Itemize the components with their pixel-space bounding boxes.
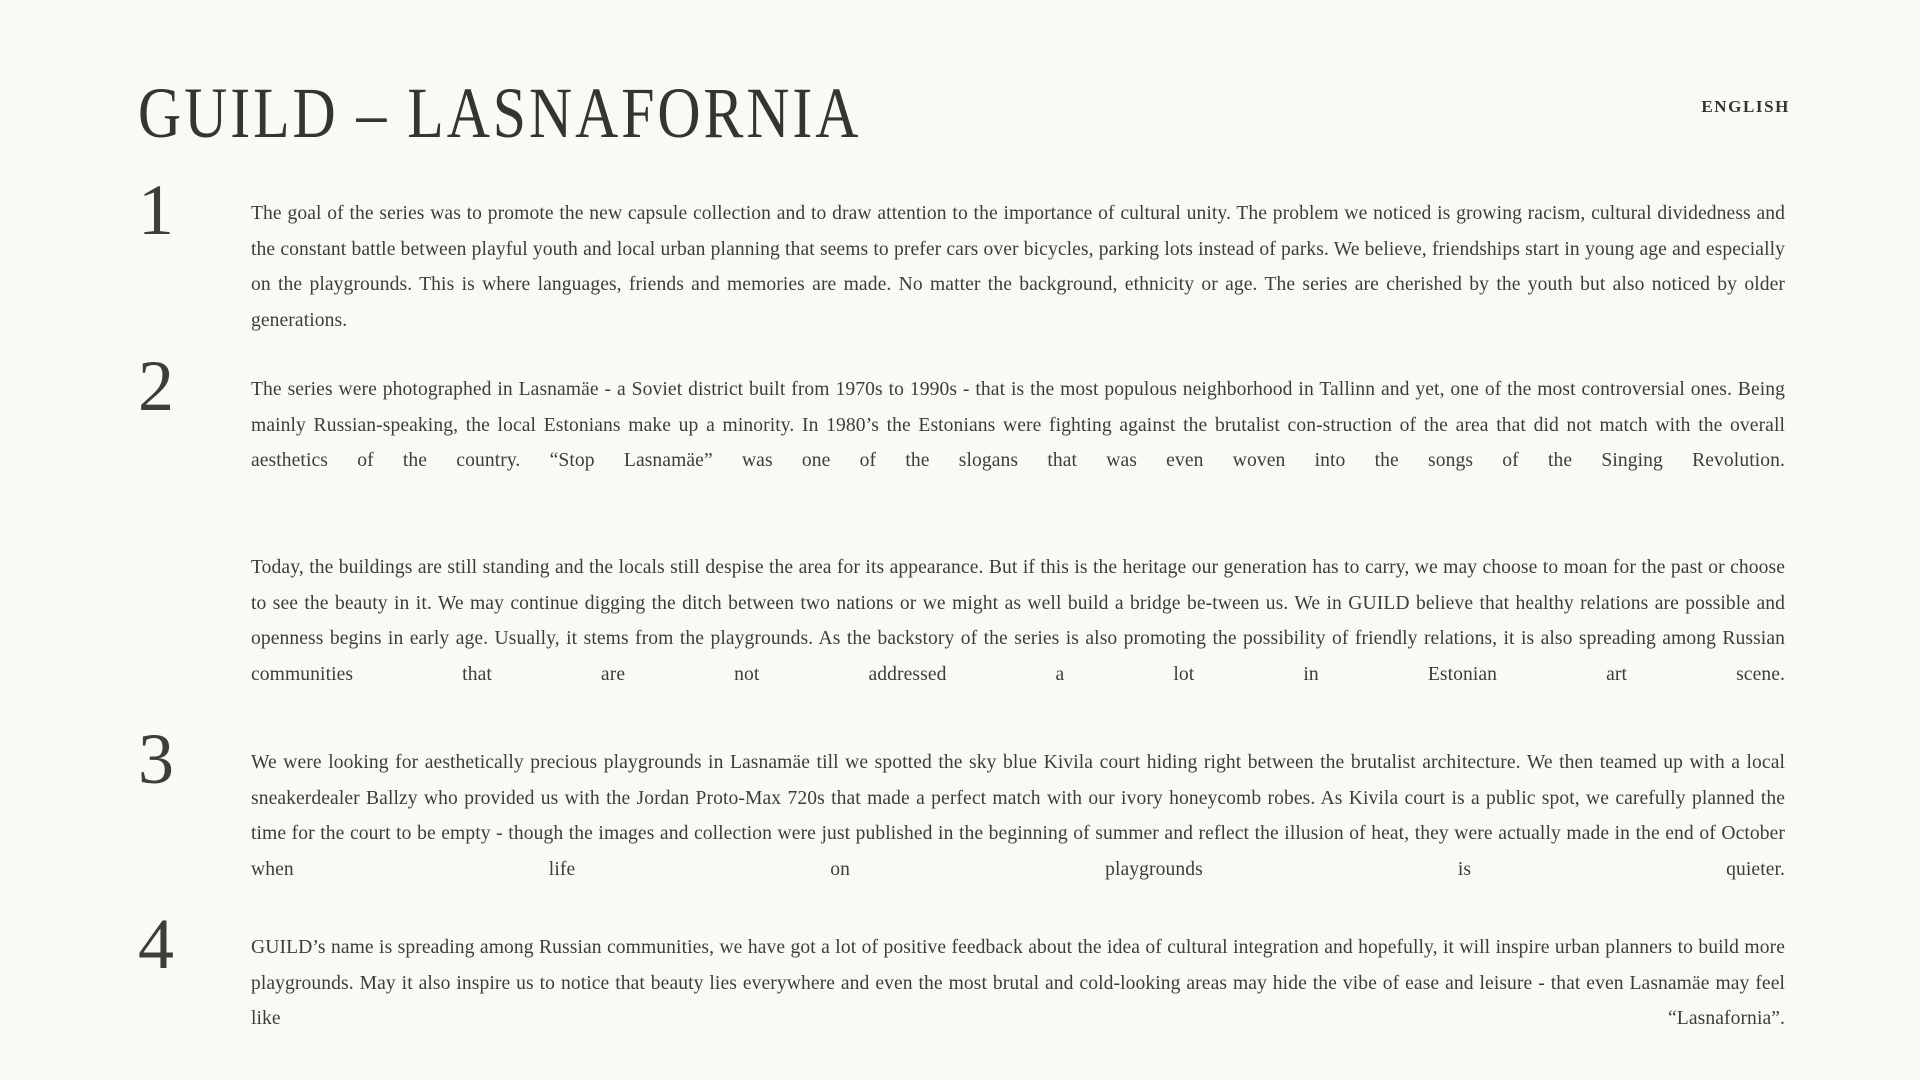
section-paragraphs <box>251 745 1785 923</box>
section-paragraphs <box>251 372 1785 728</box>
section-number: 2 <box>138 346 174 426</box>
body-paragraph: The goal of the series was to promote the new capsule collection and to draw attention to the importance of cultural unity. The problem we noticed is growing racism, cultural dividedness and the constant battle between playful youth and local urban planning that seems to prefer cars over bicycles, parking lots instead of parks. We believe, friendships start in young age and especially on the playgrounds. This is where languages, friends and memories are made. No matter the background, ethnicity or age. The series are cherished by the youth but also noticed by older generations. <box>251 203 1785 331</box>
body-paragraph: Today, the buildings are still standing and the locals still despise the area for its appearance. But if this is the heritage our generation has to carry, we may choose to moan for the past or choose to see the beauty in it. We may continue digging the ditch between two nations or we might as well build a bridge be-tween us. We in GUILD believe that healthy relations are possible and openness begins in early age. Usually, it stems from the playgrounds. As the backstory of the series is also promoting the possibility of friendly relations, it is also spreading among Russian communities that are not addressed a lot in Estonian art scene. <box>251 556 1785 685</box>
section-number: 4 <box>138 904 174 984</box>
body-paragraph: The series were photographed in Lasnamäe - a Soviet district built from 1970s to 1990s - that is the most populous neighborhood in Tallinn and yet, one of the most controversial ones. Being mainly Russian-speaking, the local Estonians make up a minority. In 1980’s the Estonians were fighting against the brutalist con-struction of the area that did not match with the overall aesthetics of the country. “Stop Lasnamäe” was one of the slogans that was even woven into the songs of the Singing Revolution. <box>251 379 1785 472</box>
language-label: ENGLISH <box>1701 97 1790 116</box>
section-paragraphs <box>251 196 1785 374</box>
section-paragraphs <box>251 930 1785 1072</box>
body-paragraph: We were looking for aesthetically precious playgrounds in Lasnamäe till we spotted the sky blue Kivila court hiding right between the brutalist architecture. We then teamed up with a local sneakerdealer Ballzy who provided us with the Jordan Proto-Max 720s that made a perfect match with our ivory honeycomb robes. As Kivila court is a public spot, we carefully planned the time for the court to be empty - though the images and collection were just published in the beginning of summer and reflect the illusion of heat, they were actually made in the end of October when life on playgrounds is quieter. <box>251 752 1785 880</box>
section-number: 1 <box>138 170 174 250</box>
page-title: GUILD – LASNAFORNIA <box>138 74 862 154</box>
page-header <box>0 0 1920 160</box>
section-number: 3 <box>138 719 174 799</box>
body-paragraph: GUILD’s name is spreading among Russian communities, we have got a lot of positive feedback about the idea of cultural integration and hopefully, it will inspire urban planners to build more playgrounds. May it also inspire us to notice that beauty lies everywhere and even the most brutal and cold-looking areas may hide the vibe of ease and leisure - that even Lasnamäe may feel like “Lasnafornia”. <box>251 937 1785 1030</box>
